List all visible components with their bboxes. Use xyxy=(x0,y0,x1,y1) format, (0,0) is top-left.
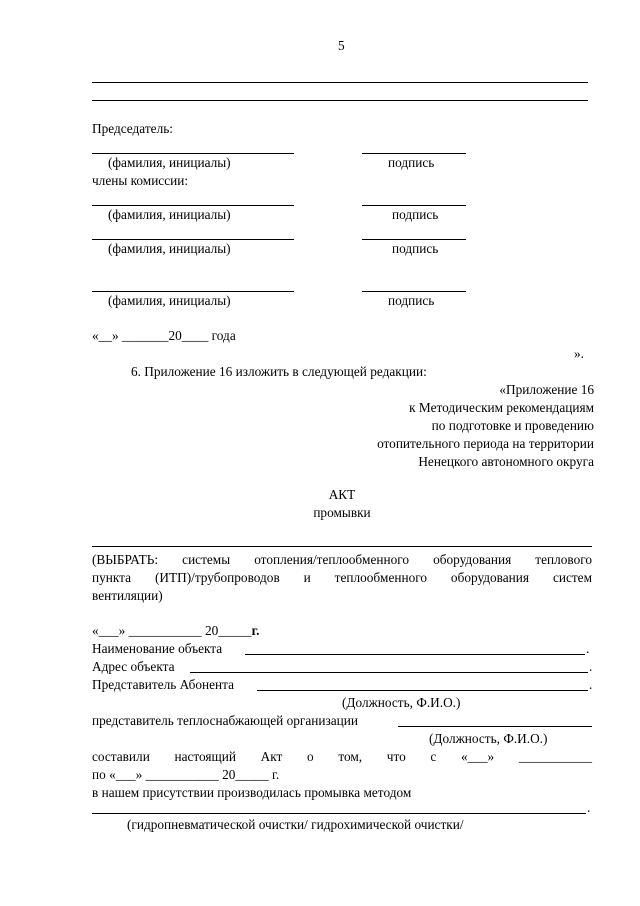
choice-line: пункта (ИТП)/трубопроводов и теплообменного оборудования систем xyxy=(92,570,592,585)
period: . xyxy=(587,800,591,815)
choice-line: вентиляции) xyxy=(92,588,163,603)
appendix-line: Ненецкого автономного округа xyxy=(418,454,594,469)
member-name-line xyxy=(92,239,294,240)
subscriber-label: Представитель Абонента xyxy=(92,677,234,692)
chairman-label: Председатель: xyxy=(92,121,173,136)
page-number: 5 xyxy=(338,38,345,53)
supplier-field xyxy=(398,726,592,727)
position-caption: (Должность, Ф.И.О.) xyxy=(429,731,548,746)
position-caption: (Должность, Ф.И.О.) xyxy=(342,695,461,710)
appendix-line: к Методическим рекомендациям xyxy=(409,400,594,415)
chairman-name-line xyxy=(92,153,294,154)
act-subtitle: промывки xyxy=(313,505,371,520)
blank-line xyxy=(92,546,592,547)
member-signature-line xyxy=(362,239,466,240)
period: . xyxy=(589,659,593,674)
member-name-line xyxy=(92,291,294,292)
chairman-signature-line xyxy=(362,153,466,154)
object-name-field xyxy=(245,654,585,655)
object-address-field xyxy=(190,672,588,673)
blank-line xyxy=(92,82,588,83)
presence-line: в нашем присутствии производилась промывка методом xyxy=(92,785,412,800)
member-name-caption: (фамилия, инициалы) xyxy=(108,241,231,256)
form-date: «___» ___________ 20_____ xyxy=(92,623,252,638)
member-signature-line xyxy=(362,291,466,292)
members-label: члены комиссии: xyxy=(92,173,189,188)
form-date-suffix: г. xyxy=(251,623,260,638)
method-field xyxy=(92,813,586,814)
date-line: «__» _______20____ года xyxy=(92,328,236,343)
member-name-caption: (фамилия, инициалы) xyxy=(108,207,231,222)
composed-line: составили настоящий Акт о том, что с «___» ___________ xyxy=(92,749,592,764)
period: . xyxy=(589,677,593,692)
member-name-line xyxy=(92,205,294,206)
member-signature-line xyxy=(362,205,466,206)
member-signature-caption: подпись xyxy=(392,207,439,222)
member-name-caption: (фамилия, инициалы) xyxy=(108,293,231,308)
chairman-name-caption: (фамилия, инициалы) xyxy=(108,155,231,170)
appendix-line: «Приложение 16 xyxy=(499,382,594,397)
subscriber-field xyxy=(257,690,588,691)
appendix-line: по подготовке и проведению xyxy=(431,418,594,433)
object-name-label: Наименование объекта xyxy=(92,641,223,656)
blank-line xyxy=(92,100,588,101)
member-signature-caption: подпись xyxy=(392,241,439,256)
member-signature-caption: подпись xyxy=(388,293,435,308)
choice-line: (ВЫБРАТЬ: системы отопления/теплообменного оборудования теплового xyxy=(92,552,592,567)
closing-mark: ». xyxy=(574,346,584,361)
act-title: АКТ xyxy=(328,487,356,502)
amendment-text: 6. Приложение 16 изложить в следующей редакции: xyxy=(131,364,427,379)
period: . xyxy=(586,641,590,656)
appendix-line: отопительного периода на территории xyxy=(377,436,594,451)
method-caption: (гидропневматической очистки/ гидрохимической очистки/ xyxy=(127,817,464,832)
chairman-signature-caption: подпись xyxy=(388,155,435,170)
object-address-label: Адрес объекта xyxy=(92,659,175,674)
supplier-label: представитель теплоснабжающей организации xyxy=(92,713,358,728)
until-line: по «___» ___________ 20_____ г. xyxy=(92,767,280,782)
